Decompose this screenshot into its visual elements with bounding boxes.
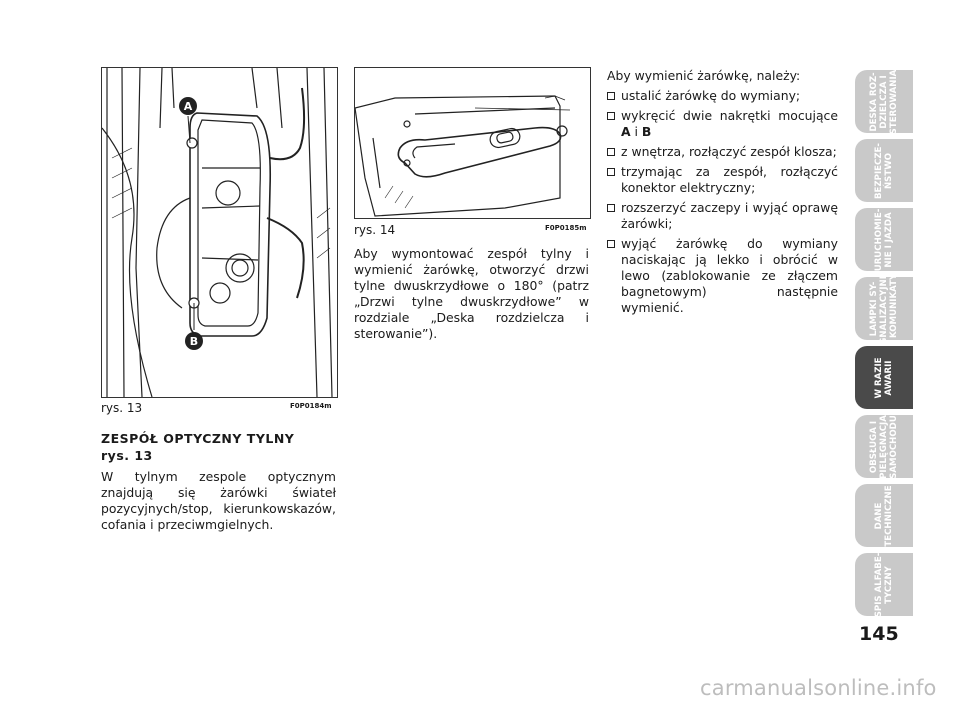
figure-13-image — [101, 67, 338, 398]
list-item: rozszerzyć zaczepy i wyjąć oprawę żarówki; — [607, 200, 838, 232]
checkbox-bullet-icon — [607, 112, 615, 120]
tab-dane-techniczne[interactable]: DANE TECHNICZNE — [855, 484, 913, 547]
marker-a-label: A — [183, 100, 193, 113]
procedure-block — [607, 68, 838, 320]
section-heading-title: ZESPÓŁ OPTYCZNY TYLNY — [101, 431, 295, 446]
watermark-text: carmanualsonline.info — [700, 676, 937, 700]
checkbox-bullet-icon — [607, 204, 615, 212]
figure-13-caption: rys. 13 — [101, 401, 143, 415]
tab-deska-rozdzielcza[interactable]: DESKA ROZ- DZIELCZA I STEROWANIA — [855, 70, 913, 133]
page-number: 145 — [859, 623, 899, 645]
figure-13-code: F0P0184m — [290, 402, 332, 410]
tab-spis-alfabetyczny[interactable]: SPIS ALFABE- TYCZNY — [855, 553, 913, 616]
tab-uruchomienie-i-jazda[interactable]: URUCHOMIE- NIE I JAZDA — [855, 208, 913, 271]
procedure-intro: Aby wymienić żarówkę, należy: — [607, 68, 801, 83]
list-item: z wnętrza, rozłączyć zespół klosza; — [607, 144, 838, 160]
section-heading-ref: rys. 13 — [101, 448, 153, 463]
list-item: trzymając za zespół, rozłączyć konektor elektryczny; — [607, 164, 838, 196]
section-heading — [101, 430, 336, 464]
figure-14-code: F0P0185m — [545, 224, 587, 232]
tab-lampki-sygnalizacyjne[interactable]: LAMPKI SY- GNALIZACYJNE I KOMUNIKATY — [855, 277, 913, 340]
tab-w-razie-awarii[interactable]: W RAZIE AWARII — [855, 346, 913, 409]
list-item: wykręcić dwie nakrętki mocujące A i B — [607, 108, 838, 140]
checkbox-bullet-icon — [607, 168, 615, 176]
figure-14-image — [354, 67, 591, 219]
tab-obsluga-i-pielegnacja[interactable]: OBSŁUGA I PIELĘGNACJA SAMOCHODU — [855, 415, 913, 478]
left-body-text: W tylnym zespole optycznym znajdują się żarówki świateł pozycyjnych/stop, kierunkowskazów, cofania i przeciwmgielnych. — [101, 469, 336, 532]
checkbox-bullet-icon — [607, 240, 615, 248]
tail-light-drawing — [102, 68, 337, 397]
figure-14-caption: rys. 14 — [354, 223, 396, 237]
list-item: ustalić żarówkę do wymiany; — [607, 88, 838, 104]
list-item: wyjąć żarówkę do wymiany naciskając ją lekko i obrócić w lewo (zablokowanie ze złączem bagnetowym) następnie wymienić. — [607, 236, 838, 316]
middle-body-text: Aby wymontować zespół tylny i wymienić żarówkę, otworzyć drzwi tylne dwuskrzydłowe o 180° (patrz „Drzwi tylne dwuskrzydłowe” w rozdziale „Deska rozdzielcza i sterowanie”). — [354, 246, 589, 341]
tab-bezpieczenstwo[interactable]: BEZPIECZE- ŃSTWO — [855, 139, 913, 202]
checkbox-bullet-icon — [607, 92, 615, 100]
bracket-drawing — [355, 68, 590, 218]
procedure-list — [607, 88, 838, 316]
checkbox-bullet-icon — [607, 148, 615, 156]
marker-b-label: B — [189, 335, 199, 348]
